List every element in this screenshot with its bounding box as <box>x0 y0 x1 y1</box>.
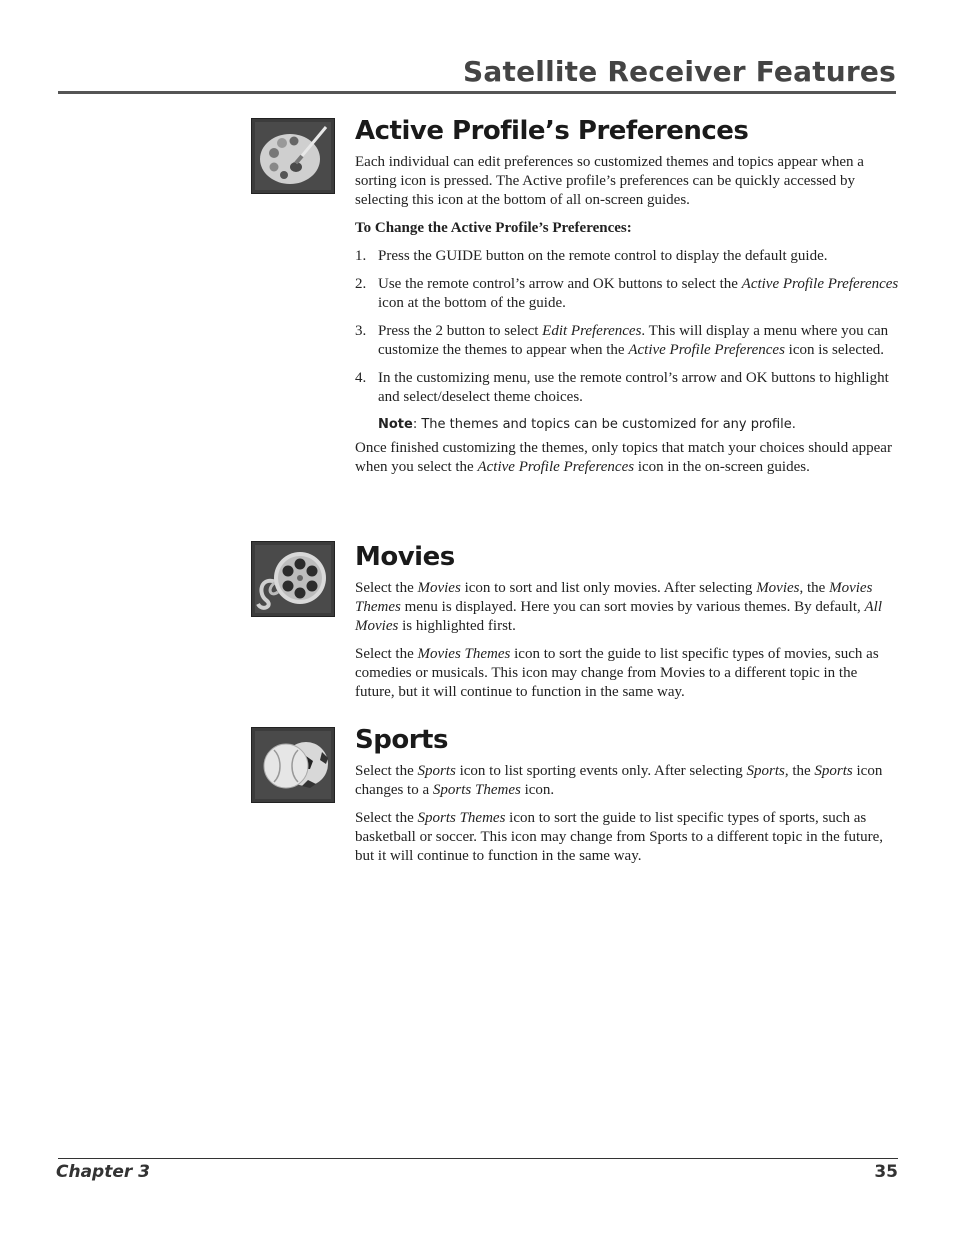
sports-paragraph-2: Select the Sports Themes icon to sort the guide to list specific types of sports, such as basketball or soccer. This icon may change from Sports to a different topic in the future, but it will continue to function in the same way. <box>355 810 884 864</box>
step-item: 2. Use the remote control’s arrow and OK buttons to select the Active Profile Preferences icon at the bottom of the guide. <box>355 276 899 311</box>
step-item: 1. Press the GUIDE button on the remote control to display the default guide. <box>355 248 828 264</box>
page-title: Satellite Receiver Features <box>463 55 896 88</box>
film-reel-icon <box>251 541 335 617</box>
section-active-profile-preferences <box>355 115 900 486</box>
step-item: 4. In the customizing menu, use the remote control’s arrow and OK buttons to highlight and select/deselect theme choices. <box>355 370 889 405</box>
section-title: Movies <box>355 542 455 572</box>
section-title: Sports <box>355 725 448 755</box>
page-number: 35 <box>874 1162 898 1182</box>
note <box>378 416 900 433</box>
section-title: Active Profile’s Preferences <box>355 116 749 146</box>
movies-paragraph-1: Select the Movies icon to sort and list only movies. After selecting Movies, the Movies Themes menu is displayed. Here you can sort movies by various themes. By default, All Movies is highlighted first. <box>355 580 882 634</box>
closing-paragraph: Once finished customizing the themes, only topics that match your choices should appear when you select the Active Profile Preferences icon in the on-screen guides. <box>355 440 892 475</box>
sports-paragraph-1: Select the Sports icon to list sporting events only. After selecting Sports, the Sports icon changes to a Sports Themes icon. <box>355 763 883 798</box>
title-rule <box>58 91 896 94</box>
section-movies <box>355 541 900 711</box>
note-label: Note <box>378 417 413 432</box>
footer-rule <box>58 1158 898 1159</box>
note-text: : The themes and topics can be customized for any profile. <box>412 417 796 432</box>
sports-ball-icon <box>251 727 335 803</box>
section-sports <box>355 724 900 875</box>
footer-chapter: Chapter 3 <box>56 1162 151 1182</box>
steps-list <box>355 247 900 407</box>
instructions-heading: To Change the Active Profile’s Preferences: <box>355 220 632 236</box>
intro-paragraph: Each individual can edit preferences so customized themes and topics appear when a sorting icon is pressed. The Active profile’s preferences can be quickly accessed by selecting this icon at the bottom of all on-screen guides. <box>355 154 864 208</box>
step-item: 3. Press the 2 button to select Edit Preferences. This will display a menu where you can customize the themes to appear when the Active Profile Preferences icon is selected. <box>355 323 889 358</box>
palette-icon <box>251 118 335 194</box>
movies-paragraph-2: Select the Movies Themes icon to sort the guide to list specific types of movies, such as comedies or musicals. This icon may change from Movies to a different topic in the future, but it will continue to function in the same way. <box>355 646 879 700</box>
